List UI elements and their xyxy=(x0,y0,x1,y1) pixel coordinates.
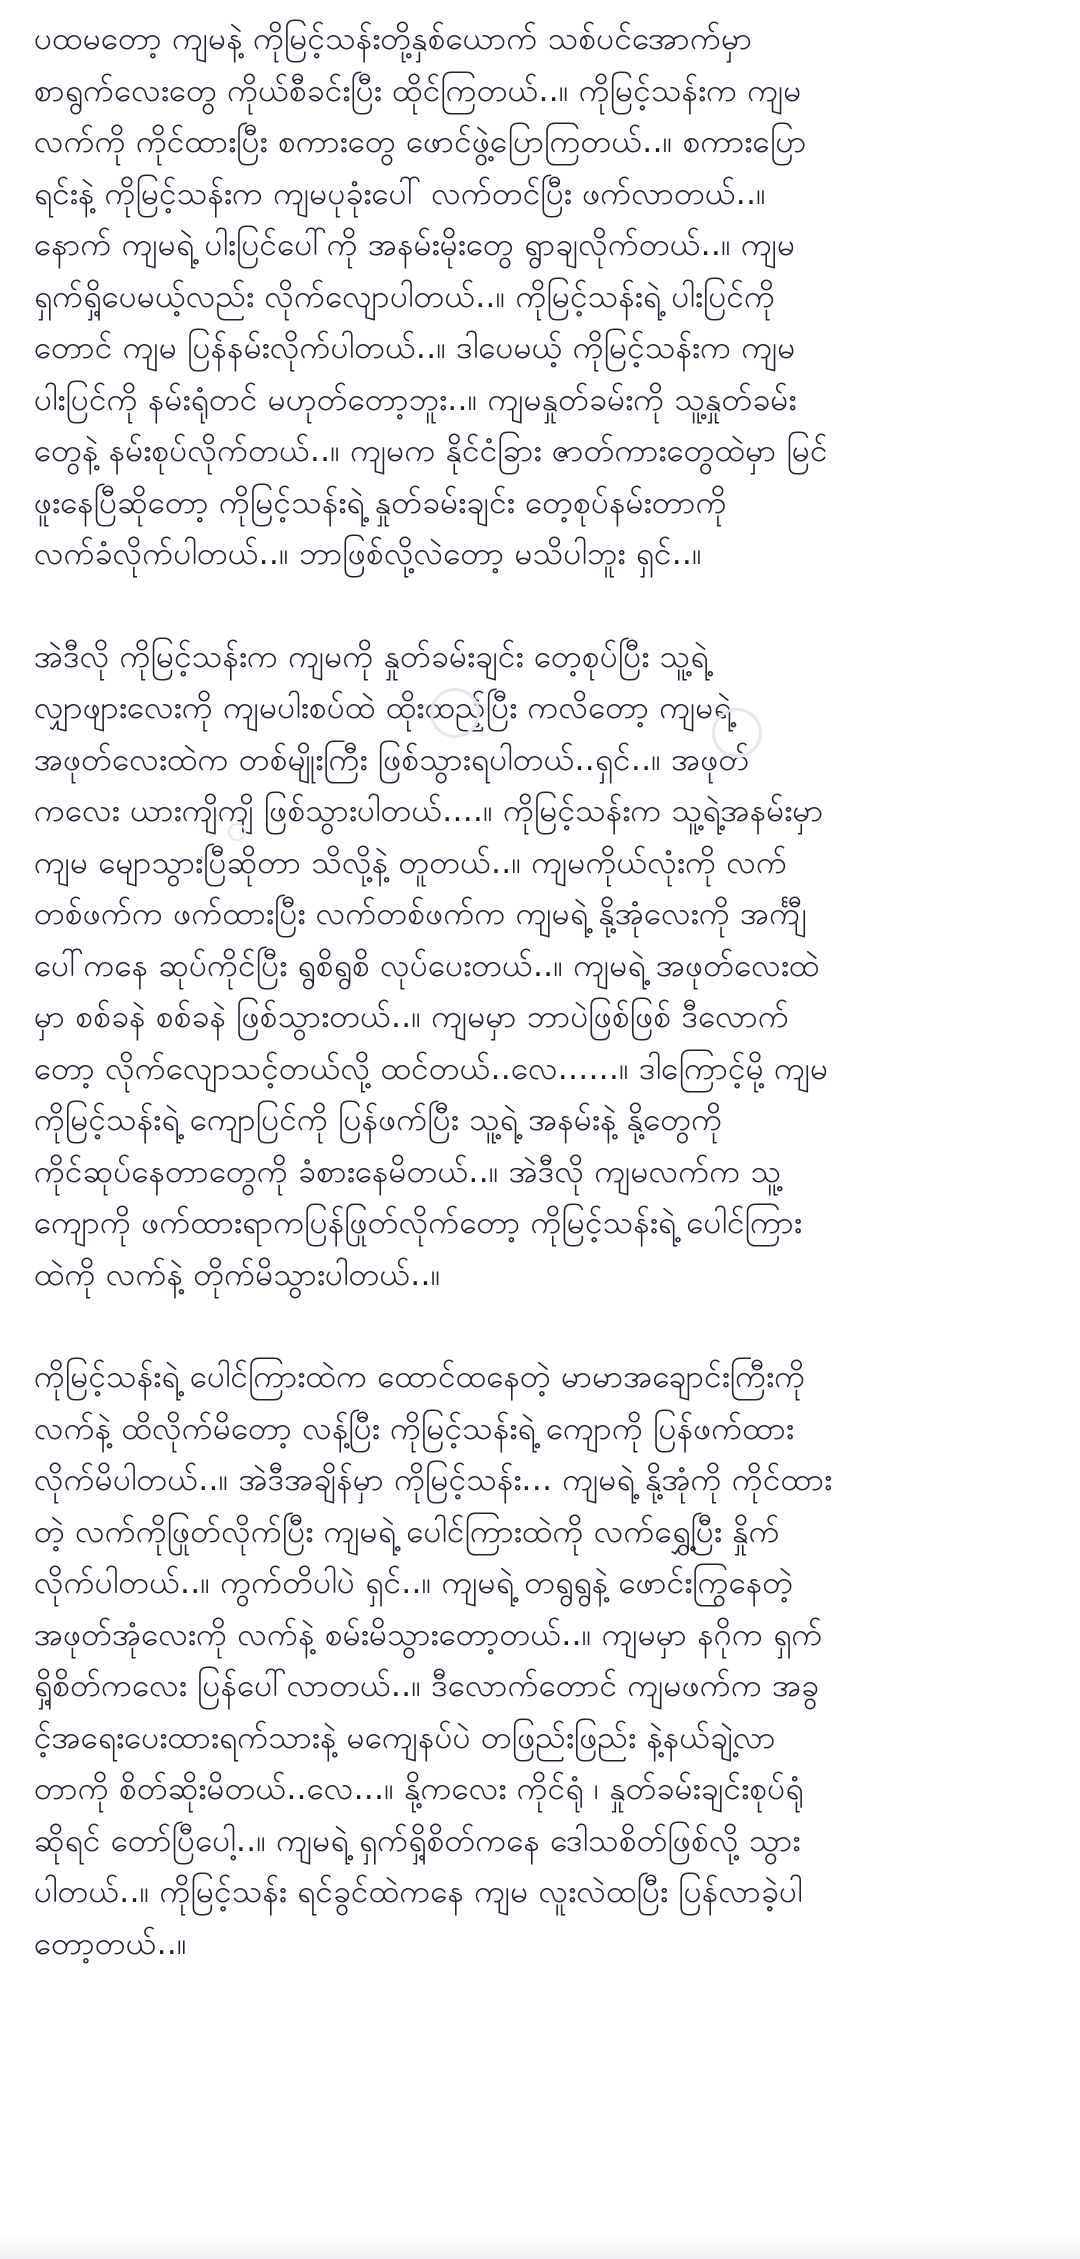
watermark-ring xyxy=(712,708,762,758)
paragraph-1: ပထမတော့ ကျမနဲ့ ကိုမြင့်သန်းတို့နှစ်ယောက် သစ်ပင်အောက်မှာ စာရွက်လေးတွေ ကိုယ်စီခင်းပြီး ထိုင်ကြတယ်..။ ကိုမြင့်သန်းက ကျမ လက်ကို ကိုင်ထားပြီး စကားတွေ ဖောင်ဖွဲ့ပြောကြတယ်..။ စကားပြော ရင်းနဲ့ ကိုမြင့်သန်းက ကျမပုခုံးပေါ် လက်တင်ပြီး ဖက်လာတယ်..။ နောက် ကျမရဲ့ ပါးပြင်ပေါ်ကို အနမ်းမိုးတွေ ရွာချလိုက်တယ်..။ ကျမ ရှက်ရှိ့ပေမယ့်လည်း လိုက်လျောပါတယ်..။ ကိုမြင့်သန်းရဲ့ ပါးပြင်ကို တောင် ကျမ ပြန်နမ်းလိုက်ပါတယ်..။ ဒါပေမယ့် ကိုမြင့်သန်းက ကျမ ပါးပြင်ကို နမ်းရုံတင် မဟုတ်တော့ဘူး..။ ကျမနှုတ်ခမ်းကို သူ့နှုတ်ခမ်း တွေနဲ့ နမ်းစုပ်လိုက်တယ်..။ ကျမက နိုင်ငံခြား ဇာတ်ကားတွေထဲမှာ မြင် ဖူးနေပြီဆိုတော့ ကိုမြင့်သန်းရဲ့ နှုတ်ခမ်းချင်း တေ့စုပ်နမ်းတာကို လက်ခံလိုက်ပါတယ်..။ ဘာဖြစ်လို့လဲတော့ မသိပါဘူး ရှင်..။ xyxy=(34,21,828,572)
paragraph-2: အဲဒီလို ကိုမြင့်သန်းက ကျမကို နှုတ်ခမ်းချင်း တေ့စုပ်ပြီး သူ့ရဲ့ လျှာဖျားလေးကို ကျမပါးစပ်ထဲ ထိုးထည့်ပြီး ကလိတော့ ကျမရဲ့ အဖုတ်လေးထဲက တစ်မျိုးကြီး ဖြစ်သွားရပါတယ်..ရှင်..။ အဖုတ် ကလေး ယားကျိကျိ ဖြစ်သွားပါတယ်....။ ကိုမြင့်သန်းက သူ့ရဲ့အနမ်းမှာ ကျမ မျောသွားပြီဆိုတာ သိလို့နဲ့ တူတယ်..။ ကျမကိုယ်လုံးကို လက် တစ်ဖက်က ဖက်ထားပြီး လက်တစ်ဖက်က ကျမရဲ့ နို့အုံလေးကို အင်္ကျီ ပေါ်ကနေ ဆုပ်ကိုင်ပြီး ရွစိရွစိ လုပ်ပေးတယ်..။ ကျမရဲ့ အဖုတ်လေးထဲ မှာ စစ်ခနဲ စစ်ခနဲ ဖြစ်သွားတယ်..။ ကျမမှာ ဘာပဲဖြစ်ဖြစ် ဒီလောက် တော့ လိုက်လျောသင့်တယ်လို့ ထင်တယ်..လေ......။ ဒါကြောင့်မို့ ကျမ ကိုမြင့်သန်းရဲ့ ကျောပြင်ကို ပြန်ဖက်ပြီး သူ့ရဲ့ အနမ်းနဲ့ နို့တွေကို ကိုင်ဆုပ်နေတာတွေကို ခံစားနေမိတယ်..။ အဲဒီလို ကျမလက်က သူ့ ကျောကို ဖက်ထားရာကပြန်ဖြုတ်လိုက်တော့ ကိုမြင့်သန်းရဲ့ ပေါင်ကြား ထဲကို လက်နဲ့ တိုက်မိသွားပါတယ်..။ xyxy=(34,638,829,1293)
paragraph-3: ကိုမြင့်သန်းရဲ့ ပေါင်ကြားထဲက ထောင်ထနေတဲ့ မာမာအချောင်းကြီးကို လက်နဲ့ ထိလိုက်မိတော့ လန့်ပြီး ကိုမြင့်သန်းရဲ့ ကျောကို ပြန်ဖက်ထား လိုက်မိပါတယ်..။ အဲဒီအချိန်မှာ ကိုမြင့်သန်း... ကျမရဲ့ နို့အုံကို ကိုင်ထား တဲ့ လက်ကိုဖြုတ်လိုက်ပြီး ကျမရဲ့ ပေါင်ကြားထဲကို လက်ရွှေ့ပြီး နှိုက် လိုက်ပါတယ်..။ ကွက်တိပါပဲ ရှင်..။ ကျမရဲ့ တရွရွနဲ့ ဖောင်းကြွနေတဲ့ အဖုတ်အုံလေးကို လက်နဲ့ စမ်းမိသွားတော့တယ်..။ ကျမမှာ နဂိုက ရှက် ရှိ့စိတ်ကလေး ပြန်ပေါ်လာတယ်..။ ဒီလောက်တောင် ကျမဖက်က အခွ င့်အရေးပေးထားရက်သားနဲ့ မကျေနပ်ပဲ တဖြည်းဖြည်း နဲ့နယ်ချဲ့လာ တာကို စိတ်ဆိုးမိတယ်..လေ...။ နို့ကလေး ကိုင်ရုံ ၊ နှုတ်ခမ်းချင်းစုပ်ရုံ ဆိုရင် တော်ပြီပေါ့..။ ကျမရဲ့ ရှက်ရှိ့စိတ်ကနေ ဒေါသစိတ်ဖြစ်လို့ သွား ပါတယ်..။ ကိုမြင့်သန်း ရင်ခွင်ထဲကနေ ကျမ လူးလဲထပြီး ပြန်လာခဲ့ပါ တော့တယ်..။ xyxy=(34,1359,833,1962)
article-body xyxy=(34,14,1046,1970)
scroll-edge-shadow xyxy=(0,2233,1080,2259)
watermark-ring xyxy=(430,688,480,738)
watermark-dot xyxy=(228,823,246,841)
